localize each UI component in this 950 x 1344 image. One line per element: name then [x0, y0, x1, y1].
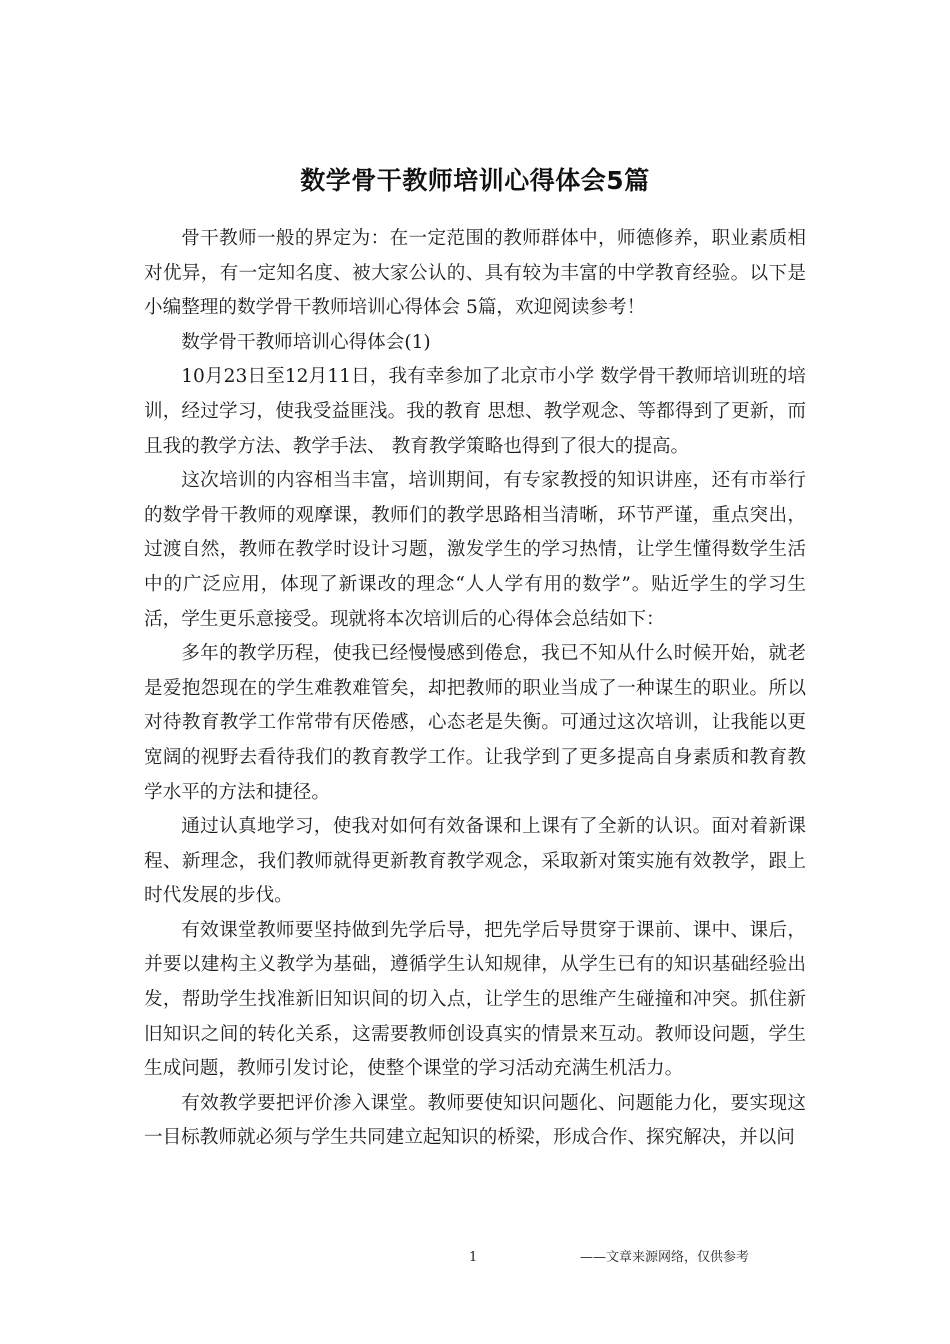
paragraph-intro: 骨干教师一般的界定为：在一定范围的教师群体中，师德修养，职业素质相对优异，有一定知名度、被大家公认的、具有较为丰富的中学教育经验。以下是小编整理的数学骨干教师培训心得体会 5篇，欢迎阅读参考！	[144, 228, 806, 319]
paragraph: 有效教学要把评价渗入课堂。教师要使知识问题化、问题能力化，要实现这一目标教师就必须与学生共同建立起知识的桥梁，形成合作、探究解决，并以问	[144, 1092, 806, 1149]
page-number: 1	[469, 1250, 478, 1265]
paragraph: 10月23日至12月11日，我有幸参加了北京市小学 数学骨干教师培训班的培训，经过学习，使我受益匪浅。我的教育 思想、教学观念、等都得到了更新，而且我的教学方法、教学手法、 教育教学策略也得到了很大的提高。	[144, 366, 806, 457]
paragraph: 多年的教学历程，使我已经慢慢感到倦怠，我已不知从什么时候开始，就老是爱抱怨现在的学生难教难管矣，却把教师的职业当成了一种谋生的职业。所以对待教育教学工作常带有厌倦感，心态老是失衡。可通过这次培训，让我能以更宽阔的视野去看待我们的教育教学工作。让我学到了更多提高自身素质和教育教学水平的方法和捷径。	[144, 643, 806, 803]
document-title: 数学骨干教师培训心得体会5篇	[300, 165, 650, 195]
footer-source-note: ——文章来源网络，仅供参考	[580, 1250, 750, 1265]
paragraph: 有效课堂教师要坚持做到先学后导，把先学后导贯穿于课前、课中、课后，并要以建构主义教学为基础，遵循学生认知规律，从学生已有的知识基础经验出发，帮助学生找准新旧知识间的切入点，让学生的思维产生碰撞和冲突。抓住新旧知识之间的转化关系，这需要教师创设真实的情景来互动。教师设问题，学生生成问题，教师引发讨论，使整个课堂的学习活动充满生机活力。	[144, 919, 806, 1080]
paragraph-subtitle: 数学骨干教师培训心得体会(1)	[181, 331, 431, 353]
page-footer	[0, 1246, 950, 1270]
document-body	[144, 222, 806, 1156]
paragraph: 这次培训的内容相当丰富，培训期间，有专家教授的知识讲座，还有市举行的数学骨干教师的观摩课，教师们的教学思路相当清晰，环节严谨，重点突出，过渡自然，教师在教学时设计习题，激发学生的学习热情，让学生懂得数学生活中的广泛应用，体现了新课改的理念“人人学有用的数学”。贴近学生的学习生活，学生更乐意接受。现就将本次培训后的心得体会总结如下：	[144, 470, 806, 630]
paragraph: 通过认真地学习，使我对如何有效备课和上课有了全新的认识。面对着新课程、新理念，我们教师就得更新教育教学观念，采取新对策实施有效教学，跟上时代发展的步伐。	[144, 816, 806, 907]
